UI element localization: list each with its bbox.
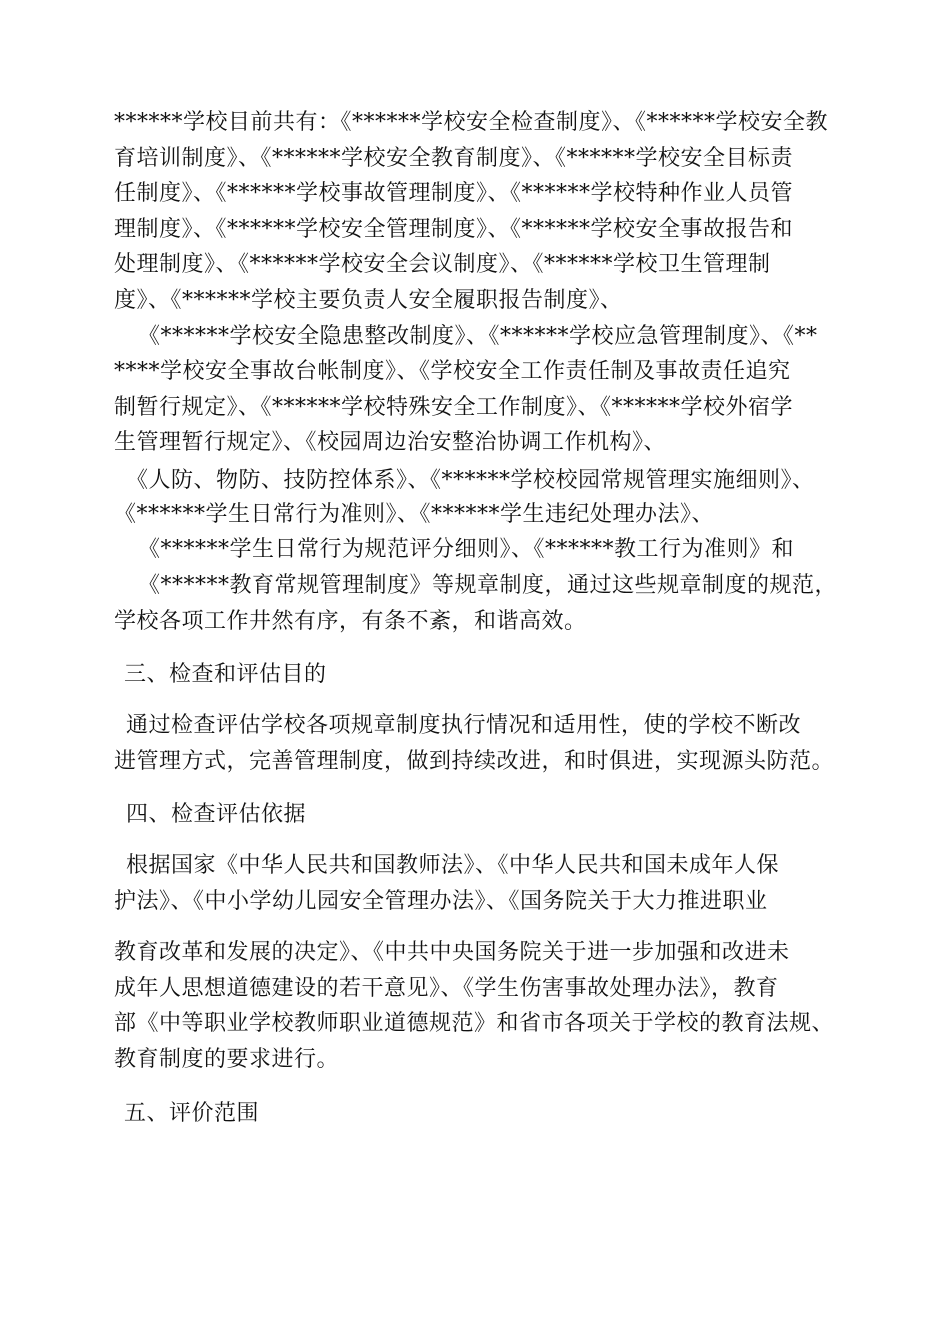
paragraph-line: 《******教育常规管理制度》等规章制度，通过这些规章制度的规范， [138, 573, 838, 598]
paragraph-line: 成年人思想道德建设的若干意见》、《学生伤害事故处理办法》，教育 [114, 976, 779, 1001]
paragraph-line: 教育改革和发展的决定》、《中共中央国务院关于进一步加强和改进未 [114, 940, 790, 965]
section-heading: 三、检查和评估目的 [124, 662, 327, 687]
paragraph-line: 根据国家《中华人民共和国教师法》、《中华人民共和国未成年人保 [126, 853, 780, 878]
paragraph-line: 理制度》、《******学校安全管理制度》、《******学校安全事故报告和 [114, 217, 794, 242]
paragraph-line: 《******学生日常行为规范评分细则》、《******教工行为准则》和 [138, 537, 795, 562]
paragraph-line: 进管理方式，完善管理制度，做到持续改进，和时俱进，实现源头防范。 [114, 749, 835, 774]
paragraph-line: ******学校目前共有：《******学校安全检查制度》、《******学校安全教 [114, 110, 829, 135]
paragraph-line: 教育制度的要求进行。 [114, 1047, 340, 1072]
section-heading: 四、检查评估依据 [126, 802, 307, 827]
paragraph-line: 部《中等职业学校教师职业道德规范》和省市各项关于学校的教育法规、 [114, 1011, 835, 1036]
paragraph-line: 《******学生日常行为准则》、《******学生违纪处理办法》、 [114, 502, 715, 527]
paragraph-line: 制暂行规定》、《******学校特殊安全工作制度》、《******学校外宿学 [114, 395, 794, 420]
paragraph-line: 任制度》、《******学校事故管理制度》、《******学校特种作业人员管 [114, 181, 794, 206]
paragraph-line: 生管理暂行规定》、《校园周边治安整治协调工作机构》、 [114, 430, 667, 455]
paragraph-line: 育培训制度》、《******学校安全教育制度》、《******学校安全目标责 [114, 146, 794, 171]
paragraph-line: 《人防、物防、技防控体系》、《******学校校园常规管理实施细则》、 [126, 468, 815, 493]
paragraph-line: 通过检查评估学校各项规章制度执行情况和适用性，使的学校不断改 [126, 713, 802, 738]
paragraph-line: 处理制度》、《******学校安全会议制度》、《******学校卫生管理制 [114, 252, 771, 277]
paragraph-line: 学校各项工作井然有序，有条不紊，和谐高效。 [114, 609, 587, 634]
paragraph-line: 度》、《******学校主要负责人安全履职报告制度》、 [114, 288, 623, 313]
paragraph-line: ****学校安全事故台帐制度》、《学校安全工作责任制及事故责任追究 [114, 359, 791, 384]
paragraph-line: 护法》、《中小学幼儿园安全管理办法》、《国务院关于大力推进职业 [114, 889, 768, 914]
paragraph-line: 《******学校安全隐患整改制度》、《******学校应急管理制度》、《** [138, 324, 818, 349]
section-heading: 五、评价范围 [124, 1101, 260, 1126]
